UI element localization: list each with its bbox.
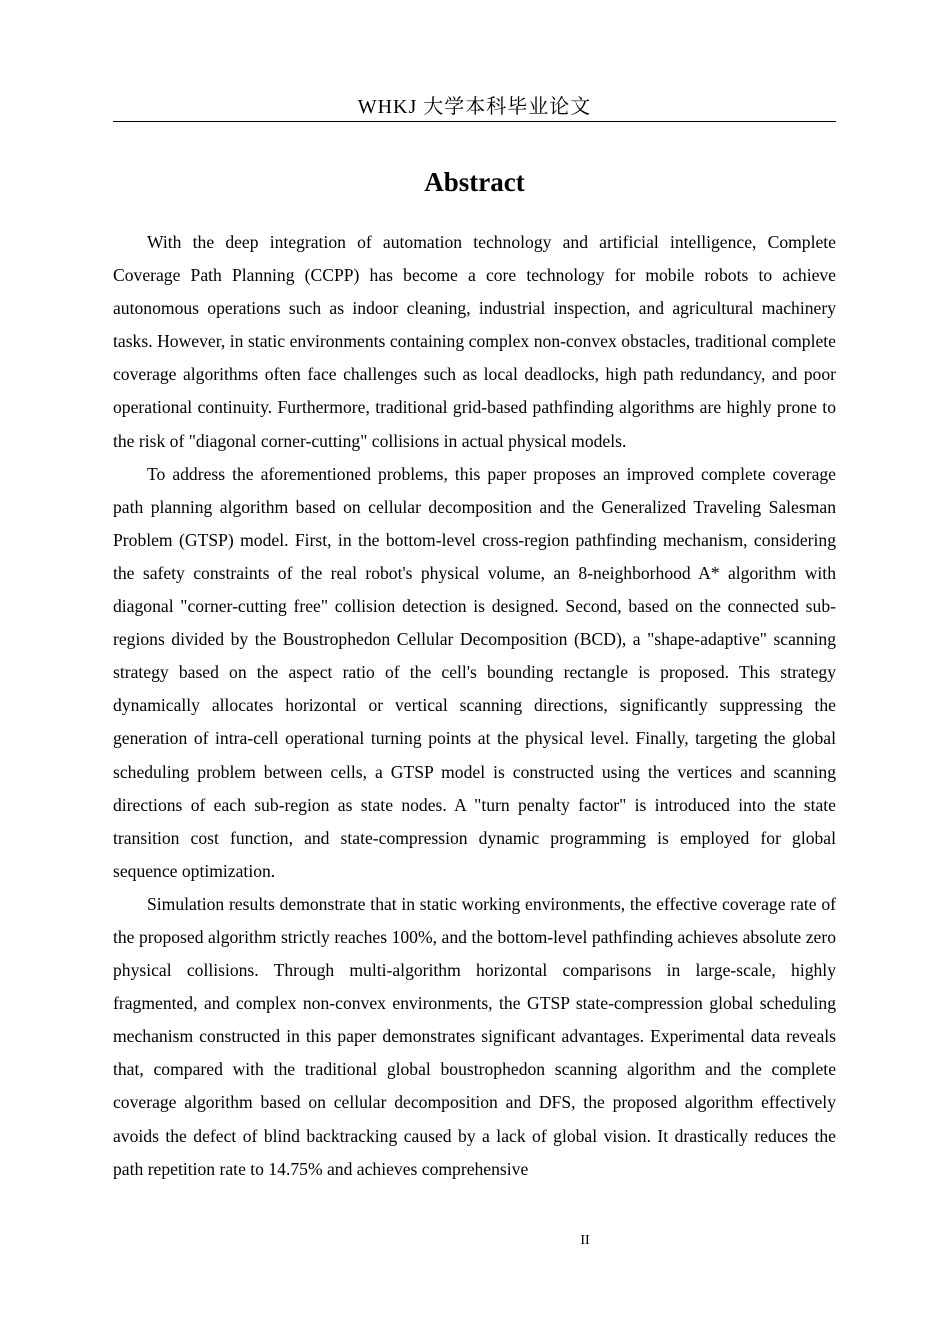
- abstract-paragraph-1: With the deep integration of automation technology and artificial intelligence, Complete Coverage Path Planning (CCPP) has become a core technology for mobile robots to achieve autonomous operations such as indoor cleaning, industrial inspection, and agricultural machinery tasks. However, in static environments containing complex non-convex obstacles, traditional complete coverage algorithms often face challenges such as local deadlocks, high path redundancy, and poor operational continuity. Furthermore, traditional grid-based pathfinding algorithms are highly prone to the risk of "diagonal corner-cutting" collisions in actual physical models.: [113, 232, 836, 451]
- abstract-body: [113, 226, 836, 1218]
- page-number: II: [580, 1233, 590, 1248]
- abstract-paragraph-2: To address the aforementioned problems, this paper proposes an improved complete coverage path planning algorithm based on cellular decomposition and the Generalized Traveling Salesman Problem (GTSP) model. First, in the bottom-level cross-region pathfinding mechanism, considering the safety constraints of the real robot's physical volume, an 8-neighborhood A* algorithm with diagonal "corner-cutting free" collision detection is designed. Second, based on the connected sub-regions divided by the Boustrophedon Cellular Decomposition (BCD), a "shape-adaptive" scanning strategy based on the aspect ratio of the cell's bounding rectangle is proposed. This strategy dynamically allocates horizontal or vertical scanning directions, significantly suppressing the generation of intra-cell operational turning points at the physical level. Finally, targeting the global scheduling problem between cells, a GTSP model is constructed using the vertices and scanning directions of each sub-region as state nodes. A "turn penalty factor" is introduced into the state transition cost function, and state-compression dynamic programming is employed for global sequence optimization.: [113, 463, 836, 881]
- header-rule: [113, 121, 836, 122]
- abstract-title: Abstract: [424, 167, 525, 197]
- running-header: WHKJ 大学本科毕业论文: [357, 96, 592, 118]
- abstract-paragraph-3: Simulation results demonstrate that in static working environments, the effective coverage rate of the proposed algorithm strictly reaches 100%, and the bottom-level pathfinding achieves absolute zero physical collisions. Through multi-algorithm horizontal comparisons in large-scale, highly fragmented, and complex non-convex environments, the GTSP state-compression global scheduling mechanism constructed in this paper demonstrates significant advantages. Experimental data reveals that, compared with the traditional global boustrophedon scanning algorithm and the complete coverage algorithm based on cellular decomposition and DFS, the proposed algorithm effectively avoids the defect of blind backtracking caused by a lack of global vision. It drastically reduces the path repetition rate to 14.75% and achieves comprehensive: [113, 893, 836, 1179]
